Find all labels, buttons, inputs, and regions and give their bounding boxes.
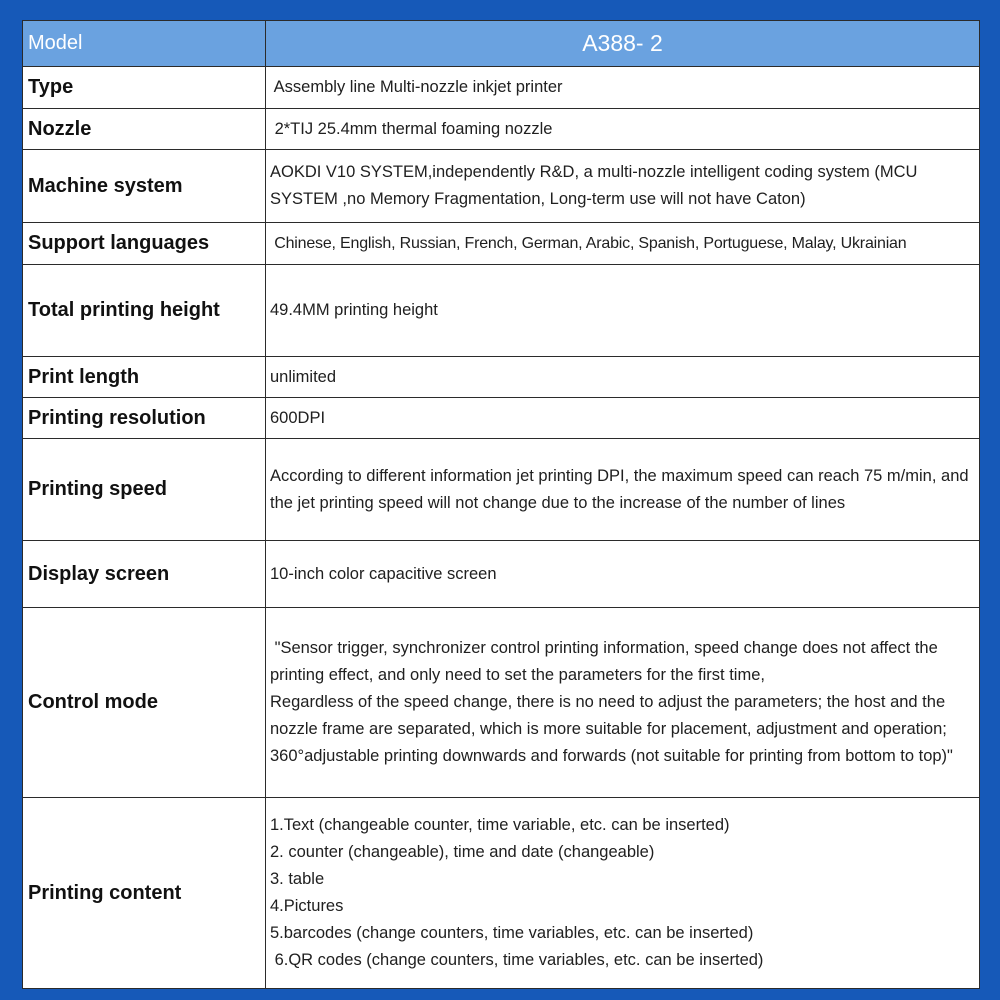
machine-system-value: AOKDI V10 SYSTEM,independently R&D, a multi-nozzle intelligent coding system (MCU SYSTEM ,no Memory Fragmentation, Long-term use will not have Caton): [266, 150, 980, 223]
printing-resolution-row: [23, 398, 980, 439]
printing-content-line: 6.QR codes (change counters, time variables, etc. can be inserted): [270, 951, 764, 969]
print-length-value: unlimited: [266, 357, 980, 398]
nozzle-value: 2*TIJ 25.4mm thermal foaming nozzle: [266, 109, 980, 150]
control-mode-label: Control mode: [23, 608, 266, 798]
printing-speed-row: [23, 439, 980, 541]
printing-resolution-value: 600DPI: [266, 398, 980, 439]
spec-sheet: [22, 20, 980, 988]
control-mode-row: [23, 608, 980, 798]
support-languages-label: Support languages: [23, 223, 266, 265]
control-mode-line: "Sensor trigger, synchronizer control printing information, speed change does not affect the printing effect, and only need to set the parameters for the first time,: [270, 639, 943, 684]
total-printing-height-label: Total printing height: [23, 265, 266, 357]
model-row: [23, 21, 980, 67]
control-mode-line: 360°adjustable printing downwards and forwards (not suitable for printing from bottom to top)": [270, 747, 953, 765]
display-screen-label: Display screen: [23, 541, 266, 608]
type-row: [23, 67, 980, 109]
printing-content-value: [266, 798, 980, 989]
control-mode-line: Regardless of the speed change, there is no need to adjust the parameters; the host and the nozzle frame are separated, which is more suitable for placement, adjustment and operation;: [270, 693, 947, 738]
support-languages-row: [23, 223, 980, 265]
printing-speed-value: According to different information jet printing DPI, the maximum speed can reach 75 m/min, and the jet printing speed will not change due to the increase of the number of lines: [266, 439, 980, 541]
model-label: Model: [23, 21, 266, 67]
nozzle-row: [23, 109, 980, 150]
printing-speed-label: Printing speed: [23, 439, 266, 541]
machine-system-label: Machine system: [23, 150, 266, 223]
spec-table: [22, 20, 980, 989]
print-length-label: Print length: [23, 357, 266, 398]
printing-content-row: [23, 798, 980, 989]
support-languages-value: Chinese, English, Russian, French, German, Arabic, Spanish, Portuguese, Malay, Ukrainian: [266, 223, 980, 265]
printing-resolution-label: Printing resolution: [23, 398, 266, 439]
model-value: A388- 2: [266, 21, 980, 67]
nozzle-label: Nozzle: [23, 109, 266, 150]
print-length-row: [23, 357, 980, 398]
printing-content-line: 3. table: [270, 870, 325, 888]
machine-system-row: [23, 150, 980, 223]
type-value: Assembly line Multi-nozzle inkjet printer: [266, 67, 980, 109]
control-mode-value: [266, 608, 980, 798]
printing-content-line: 5.barcodes (change counters, time variables, etc. can be inserted): [270, 924, 754, 942]
printing-content-line: 1.Text (changeable counter, time variable, etc. can be inserted): [270, 816, 730, 834]
display-screen-value: 10-inch color capacitive screen: [266, 541, 980, 608]
printing-content-line: 2. counter (changeable), time and date (changeable): [270, 843, 655, 861]
type-label: Type: [23, 67, 266, 109]
total-printing-height-row: [23, 265, 980, 357]
display-screen-row: [23, 541, 980, 608]
total-printing-height-value: 49.4MM printing height: [266, 265, 980, 357]
printing-content-line: 4.Pictures: [270, 897, 344, 915]
printing-content-label: Printing content: [23, 798, 266, 989]
